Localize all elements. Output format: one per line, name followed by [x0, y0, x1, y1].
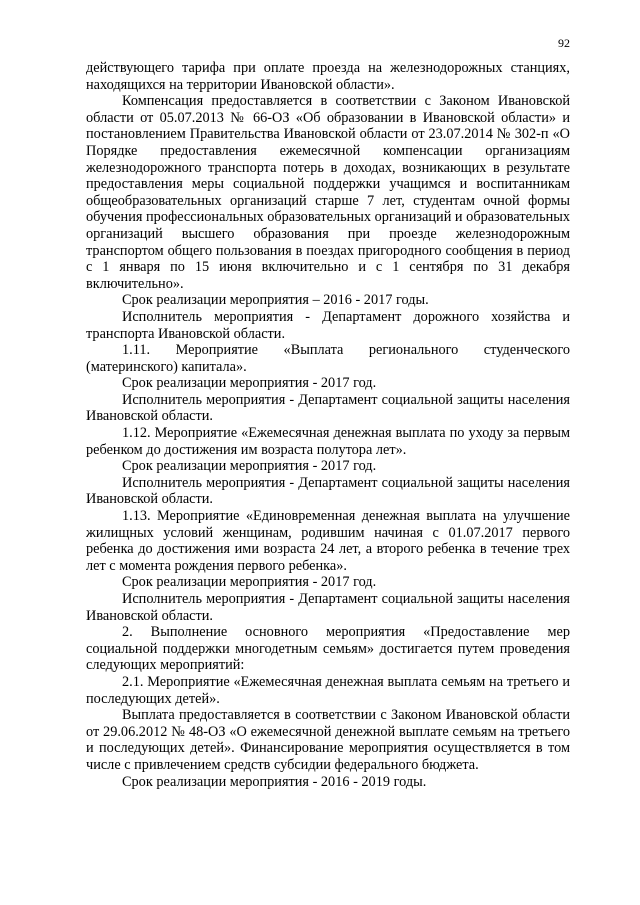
paragraph: 2. Выполнение основного мероприятия «Предоставление мер социальной поддержки многодетным семьям» достигается путем проведения следующих мероприятий:	[86, 624, 570, 674]
paragraph: действующего тарифа при оплате проезда на железнодорожных станциях, находящихся на территории Ивановской области».	[86, 60, 570, 93]
paragraph: Исполнитель мероприятия - Департамент социальной защиты населения Ивановской области.	[86, 474, 570, 508]
paragraph: Срок реализации мероприятия - 2017 год.	[122, 375, 377, 392]
paragraph: Исполнитель мероприятия - Департамент дорожного хозяйства и транспорта Ивановской области.	[86, 308, 570, 342]
paragraph: Компенсация предоставляется в соответствии с Законом Ивановской области от 05.07.2013 № 66-ОЗ «Об образовании в Ивановской области» и постановлением Правительства Ивановской области от 23.07.2014 № 302-п «О Порядке предоставления ежемесячной компенсации организациям железнодорожного транспорта потерь в доходах, возникающих в результате предоставления меры социальной поддержки учащимся и воспитанникам общеобразовательных организаций старше 7 лет, студентам очной формы обучения профессиональных образовательных организаций и образовательных организаций высшего образования при проезде железнодорожным транспортом общего пользования в поездах пригородного сообщения в период с 1 января по 15 июня включительно и с 1 сентября по 31 декабря включительно».	[86, 93, 570, 292]
paragraph: Срок реализации мероприятия - 2017 год.	[122, 458, 377, 475]
paragraph: 1.12. Мероприятие «Ежемесячная денежная выплата по уходу за первым ребенком до достижения им возраста полутора лет».	[86, 425, 570, 458]
paragraph: Срок реализации мероприятия – 2016 - 2017 годы.	[122, 292, 429, 309]
paragraph: 1.11. Мероприятие «Выплата регионального студенческого (материнского) капитала».	[86, 342, 570, 375]
paragraph: Срок реализации мероприятия - 2016 - 2019 годы.	[122, 773, 427, 790]
paragraph: 2.1. Мероприятие «Ежемесячная денежная выплата семьям на третьего и последующих детей».	[86, 673, 570, 707]
document-body	[86, 60, 570, 790]
paragraph: 1.13. Мероприятие «Единовременная денежная выплата на улучшение жилищных условий женщинам, родившим начиная с 01.07.2017 первого ребенка до достижения ими возраста 24 лет, а второго ребенка в течение трех лет с момента рождения первого ребенка».	[86, 508, 570, 574]
page-number: 92	[558, 36, 570, 50]
paragraph: Выплата предоставляется в соответствии с Законом Ивановской области от 29.06.2012 № 48-ОЗ «О ежемесячной денежной выплате семьям на третьего и последующих детей». Финансирование мероприятия осуществляется в том числе с привлечением средств субсидии федерального бюджета.	[86, 707, 570, 773]
paragraph: Исполнитель мероприятия - Департамент социальной защиты населения Ивановской области.	[86, 391, 570, 425]
paragraph: Срок реализации мероприятия - 2017 год.	[122, 574, 377, 591]
paragraph: Исполнитель мероприятия - Департамент социальной защиты населения Ивановской области.	[86, 591, 570, 624]
